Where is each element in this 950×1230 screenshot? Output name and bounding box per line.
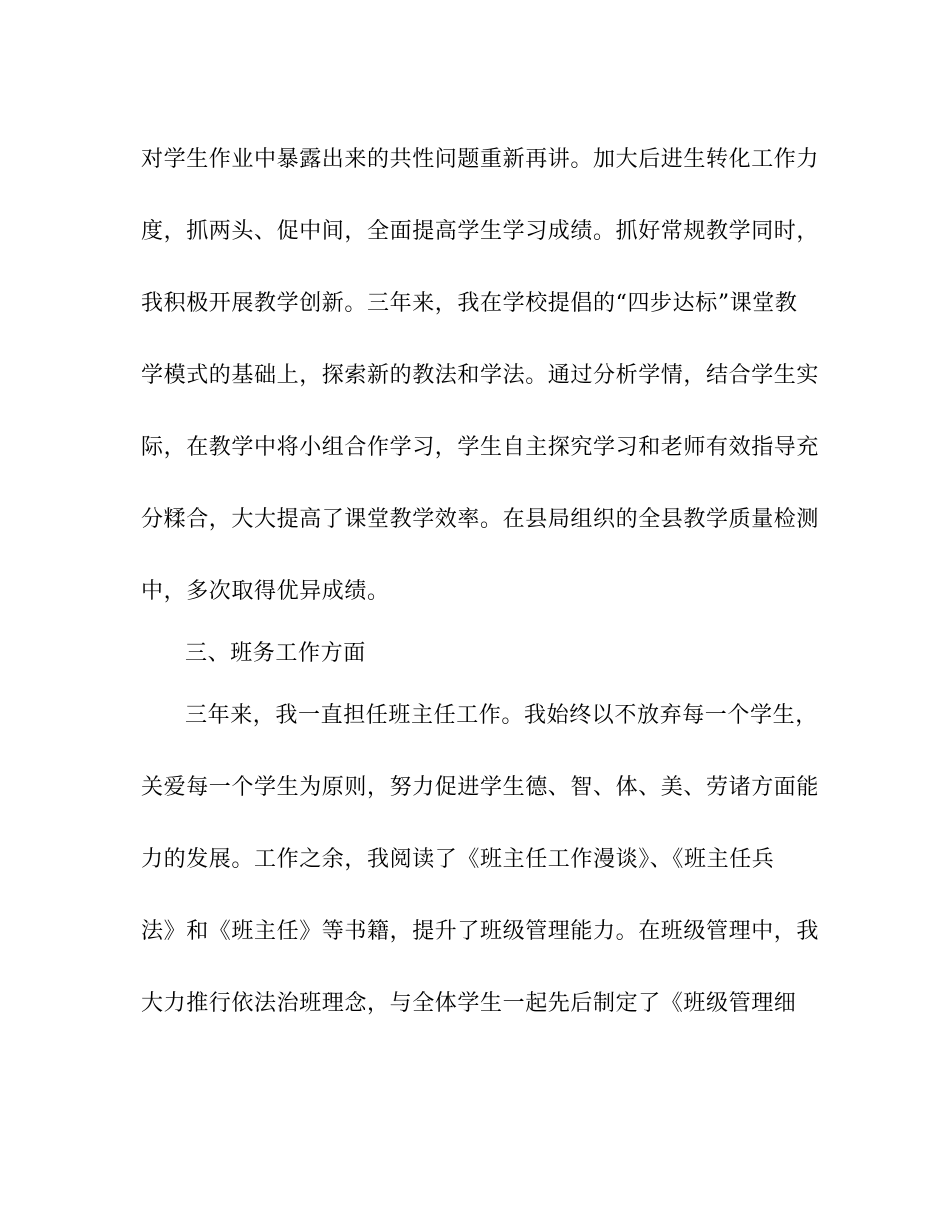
paragraph-line: 三年来，我一直担任班主任工作。我始终以不放弃每一个学生， [185,703,818,728]
paragraph-line: 度，抓两头、促中间，全面提高学生学习成绩。抓好常规教学同时， [141,219,820,244]
paragraph-line: 学模式的基础上，探索新的教法和学法。通过分析学情，结合学生实 [141,363,820,388]
paragraph-line: 对学生作业中暴露出来的共性问题重新再讲。加大后进生转化工作力 [141,147,820,172]
paragraph-line: 中，多次取得优异成绩。 [141,579,390,604]
section-heading: 三、班务工作方面 [185,641,366,666]
paragraph-line: 我积极开展教学创新。三年来，我在学校提倡的“四步达标”课堂教 [141,291,798,316]
paragraph-line: 力的发展。工作之余，我阅读了《班主任工作漫谈》、《班主任兵 [141,847,775,872]
paragraph-line: 际，在教学中将小组合作学习，学生自主探究学习和老师有效指导充 [141,435,820,460]
paragraph-line: 法》和《班主任》等书籍，提升了班级管理能力。在班级管理中，我 [141,919,820,944]
paragraph-line: 分糅合，大大提高了课堂教学效率。在县局组织的全县教学质量检测 [141,507,820,532]
paragraph-line: 关爱每一个学生为原则，努力促进学生德、智、体、美、劳诸方面能 [141,775,820,800]
paragraph-line: 大力推行依法治班理念，与全体学生一起先后制定了《班级管理细 [141,991,797,1016]
